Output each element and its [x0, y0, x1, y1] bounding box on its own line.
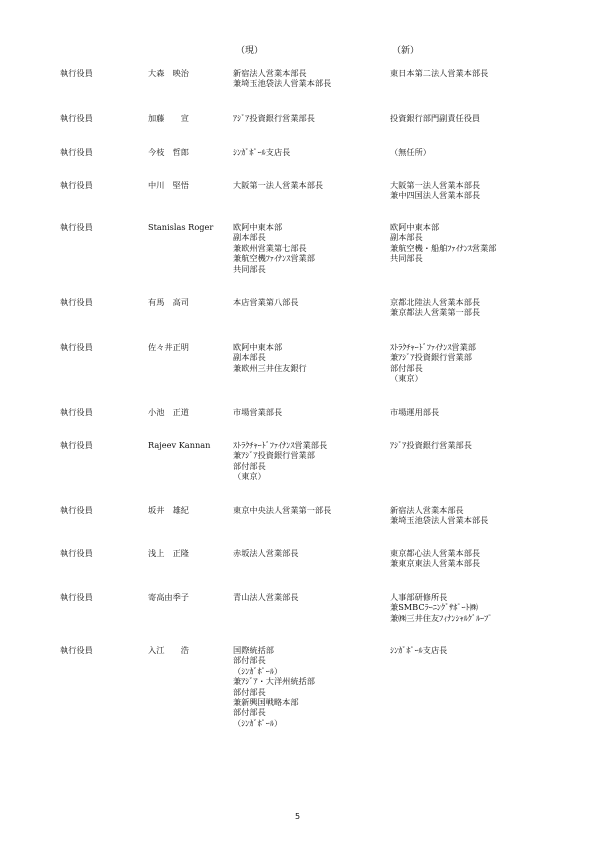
current-position-line: 兼欧州営業第七部長: [233, 242, 307, 253]
role-title: 執行役員: [60, 180, 93, 190]
new-position: [390, 592, 492, 623]
officer-name: 浅上 正隆: [148, 548, 189, 558]
new-position: [390, 342, 476, 384]
current-position: [233, 592, 299, 602]
new-position-line: ｽﾄﾗｸﾁｬｰﾄﾞﾌｧｲﾅﾝｽ営業部: [390, 342, 476, 352]
new-position: [390, 440, 472, 450]
current-position-line: （ｼﾝｶﾞﾎﾟｰﾙ）: [233, 717, 283, 728]
current-position-line: 副本部長: [233, 352, 266, 363]
current-position: [233, 297, 299, 307]
new-position-line: 兼SMBCﾗｰﾆﾝｸﾞｻﾎﾟｰﾄ㈱: [390, 602, 478, 613]
officer-name: 中川 堅悟: [148, 180, 189, 190]
new-position-line: 欧阿中東本部: [390, 222, 440, 232]
current-position: [233, 113, 315, 123]
new-position: [390, 297, 480, 318]
role-title: 執行役員: [60, 505, 93, 515]
new-position-line: 兼東京東法人営業本部長: [390, 558, 481, 569]
new-position: [390, 505, 488, 526]
role-title: 執行役員: [60, 548, 93, 558]
new-position-line: 兼埼玉池袋法人営業本部長: [390, 515, 489, 526]
role-title: 執行役員: [60, 147, 93, 157]
new-position-line: 京都北陸法人営業本部長: [390, 297, 481, 307]
role-title: 執行役員: [60, 645, 93, 655]
current-position: [233, 147, 290, 157]
current-position-line: 欧阿中東本部: [233, 342, 283, 352]
current-position-line: 本店営業第八部長: [233, 297, 299, 307]
role-title: 執行役員: [60, 342, 93, 352]
role-title: 執行役員: [60, 440, 93, 450]
column-header-new: （新）: [392, 46, 420, 56]
current-position-line: 兼埼玉池袋法人営業本部長: [233, 78, 332, 89]
current-position-line: 市場営業部長: [233, 407, 283, 417]
officer-name: 佐々井正明: [148, 342, 189, 352]
current-position-line: 副本部長: [233, 232, 266, 243]
current-position-line: 大阪第一法人営業本部長: [233, 180, 324, 190]
current-position-line: 兼欧州三井住友銀行: [233, 362, 307, 373]
new-position-line: 兼航空機・船舶ﾌｧｲﾅﾝｽ営業部: [390, 242, 497, 253]
column-header-current: （現）: [236, 46, 264, 56]
current-position-line: 兼ｱｼﾞｱ・大洋州統括部: [233, 676, 315, 687]
new-position-line: 兼㈱三井住友ﾌｨﾅﾝｼｬﾙｸﾞﾙｰﾌﾟ: [390, 612, 493, 623]
current-position-line: 国際統括部: [233, 645, 274, 655]
current-position-line: 部付部長: [233, 655, 266, 666]
role-title: 執行役員: [60, 222, 93, 232]
current-position-line: 兼航空機ﾌｧｲﾅﾝｽ営業部: [233, 253, 315, 264]
new-position-line: ｱｼﾞｱ投資銀行営業部長: [390, 440, 472, 450]
role-title: 執行役員: [60, 407, 93, 417]
new-position: [390, 407, 439, 417]
current-position: [233, 505, 331, 515]
role-title: 執行役員: [60, 68, 93, 78]
current-position: [233, 407, 282, 417]
officer-name: 寄高由季子: [148, 592, 189, 602]
current-position-line: 東京中央法人営業第一部長: [233, 505, 332, 515]
officer-name: 入江 浩: [148, 645, 189, 655]
new-position: [390, 68, 488, 78]
new-position-line: 人事部研修所長: [390, 592, 448, 602]
officer-name: 大森 映治: [148, 68, 189, 78]
current-position-line: 部付部長: [233, 686, 266, 697]
new-position-line: ｼﾝｶﾞﾎﾟｰﾙ支店長: [390, 645, 448, 655]
current-position-line: 青山法人営業部長: [233, 592, 299, 602]
officer-name: 加藤 宣: [148, 113, 189, 123]
new-position-line: 兼京都法人営業第一部長: [390, 307, 481, 318]
officer-name: Stanislas Roger: [148, 222, 214, 232]
officer-name: 有馬 高司: [148, 297, 189, 307]
current-position-line: 兼新興国戦略本部: [233, 697, 299, 708]
officer-name: 小池 正道: [148, 407, 189, 417]
current-position-line: 欧阿中東本部: [233, 222, 283, 232]
new-position-line: 東京都心法人営業本部長: [390, 548, 481, 558]
current-position-line: ｽﾄﾗｸﾁｬｰﾄﾞﾌｧｲﾅﾝｽ営業部長: [233, 440, 328, 450]
new-position-line: 共同部長: [390, 253, 423, 264]
new-position-line: 東日本第二法人営業本部長: [390, 68, 489, 78]
new-position: [390, 645, 447, 655]
role-title: 執行役員: [60, 113, 93, 123]
new-position-line: 兼ｱｼﾞｱ投資銀行営業部: [390, 352, 472, 363]
current-position-line: 共同部長: [233, 263, 266, 274]
new-position: [390, 147, 431, 157]
current-position-line: ｱｼﾞｱ投資銀行営業部長: [233, 113, 315, 123]
current-position-line: 部付部長: [233, 707, 266, 718]
new-position-line: 新宿法人営業本部長: [390, 505, 464, 515]
new-position: [390, 180, 480, 201]
current-position-line: （ｼﾝｶﾞﾎﾟｰﾙ）: [233, 665, 283, 676]
new-position-line: 部付部長: [390, 362, 423, 373]
current-position-line: 新宿法人営業本部長: [233, 68, 307, 78]
page-number: 5: [294, 812, 301, 821]
current-position-line: 赤坂法人営業部長: [233, 548, 299, 558]
new-position-line: （東京）: [390, 373, 423, 384]
officer-name: Rajeev Kannan: [148, 440, 211, 450]
new-position-line: （無任所）: [390, 147, 431, 157]
current-position: [233, 342, 307, 373]
current-position: [233, 68, 331, 89]
current-position-line: 部付部長: [233, 460, 266, 471]
current-position: [233, 180, 323, 190]
current-position-line: （東京）: [233, 471, 266, 482]
current-position: [233, 222, 315, 274]
officer-name: 今枝 哲郎: [148, 147, 189, 157]
new-position: [390, 222, 496, 264]
new-position-line: 兼中四国法人営業本部長: [390, 190, 481, 201]
new-position-line: 大阪第一法人営業本部長: [390, 180, 481, 190]
role-title: 執行役員: [60, 592, 93, 602]
current-position: [233, 645, 315, 728]
current-position-line: ｼﾝｶﾞﾎﾟｰﾙ支店長: [233, 147, 291, 157]
new-position-line: 副本部長: [390, 232, 423, 243]
new-position-line: 市場運用部長: [390, 407, 440, 417]
role-title: 執行役員: [60, 297, 93, 307]
new-position: [390, 113, 480, 123]
new-position-line: 投資銀行部門副責任役員: [390, 113, 481, 123]
officer-name: 坂井 雄紀: [148, 505, 189, 515]
current-position: [233, 440, 327, 482]
new-position: [390, 548, 480, 569]
current-position: [233, 548, 299, 558]
current-position-line: 兼ｱｼﾞｱ投資銀行営業部: [233, 450, 315, 461]
